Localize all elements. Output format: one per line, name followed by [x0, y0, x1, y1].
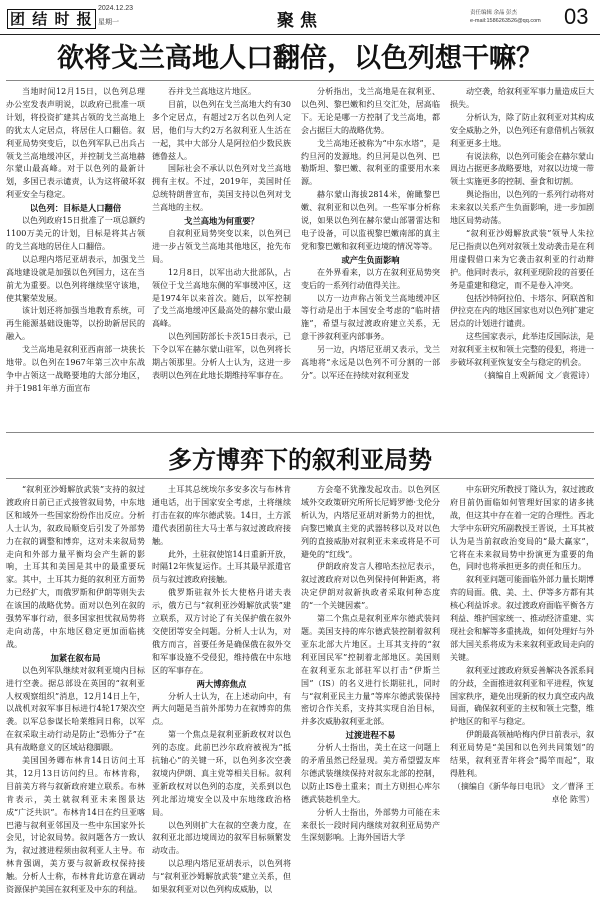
paragraph: 自叙利亚局势突变以来，以色列已进一步占领戈兰高地其他地区，抢先布局。 [152, 228, 291, 264]
article1-col4 [450, 86, 594, 426]
paragraph: 动空袭，给叙利亚军事力量造成巨大损失。 [450, 87, 594, 109]
subheading: 戈兰高地为何重要？ [184, 216, 259, 227]
paragraph: 分析指出，戈兰高地是在叙利亚、以色列、黎巴嫩和约旦交汇处，居高临下。无论是哪一方控制了戈兰高地，都会占据巨大的战略优势。 [301, 87, 440, 135]
paragraph: 以总理内塔尼亚胡表示，加强戈兰高地建设就是加强以色列国力，这在当前尤为重要。以色列将继续坚守该地，使其繁荣发展。 [6, 254, 145, 303]
article1-headline: 欲将戈兰高地人口翻倍，以色列想干嘛？ [57, 43, 543, 74]
paragraph: 分析人士指出，外部势力可能在未来很长一段时间内继续对叙利亚局势产生深刻影响。上海外国语大学 [301, 807, 440, 843]
paragraph: 俄罗斯驻叙外长大使格丹诺夫表示，俄方已与“叙利亚沙姆解放武装”建立联系，双方讨论了有关保护俄在叙外交使团等安全问题。分析人士认为，对俄方而言，首要任务是确保俄在叙外交和军事设施不受侵犯，维持俄在中东地区的军事存在。 [152, 588, 291, 675]
paragraph: 分析认为，除了防止叙利亚对其构成安全威胁之外，以色列还有意借机占领叙利亚更多土地。 [450, 112, 594, 148]
divider [6, 80, 594, 81]
paragraph: 第一个焦点是叙利亚新政权对以色列的态度。此前巴沙尔政府被视为“抵抗轴心”的关键一环，以色列多次空袭叙境内伊朗、真主党等相关目标。叙利亚新政权对以色列的态度，关系到以色列北部边境安全以及中东地缘政治格局。 [152, 730, 291, 817]
paragraph: 以色列国防部长卡茨15日表示，已下令以军在赫尔蒙山驻军，以色列将长期占领那里。分析人士认为，这进一步表明以色列在此地长期维持军事存在。 [152, 332, 291, 380]
masthead [0, 0, 600, 35]
article1-col2 [152, 86, 291, 426]
contact-email: e-mail:1586263526@qq.com [470, 18, 541, 24]
paragraph: 国际社会不承认以色列对戈兰高地拥有主权。不过，2019年，美国时任总统特朗普宣布，美国支持以色列对戈兰高地的主权。 [152, 164, 291, 213]
source-credit: （摘编自《新华每日电讯》 文／曹泽 王卓伦 陈雪） [452, 781, 594, 804]
article2-headline: 多方博弈下的叙利亚局势 [168, 446, 432, 474]
article2-col3 [301, 484, 440, 843]
paragraph: 伊朗政府发言人穆哈杰拉尼表示，叙过渡政府对以色列保持何种距离，将决定伊朗对叙新执政者采取何种态度的“一个关键因素”。 [301, 562, 440, 611]
article1-col3 [301, 86, 440, 426]
paragraph: 戈兰高地是叙利亚西南部一块狭长地带。以色列在1967年第三次中东战争中占领这一战略要地的大部分地区，并于1981年单方面宣布 [6, 345, 145, 393]
paragraph: “叙利亚沙姆解放武装”领导人朱拉尼已指责以色列对叙领土发动袭击是在利用虚假借口来为它袭击叙利亚的行动辩护。他同时表示，叙利亚现阶段的首要任务是重建和稳定，而不是卷入冲突。 [450, 228, 594, 290]
paragraph: 戈兰高地还被称为“中东水塔”，是约旦河的发源地。约旦河是以色列、巴勒斯坦、黎巴嫩、叙利亚的重要用水来源。 [301, 138, 440, 187]
paragraph: 伊朗最高领袖哈梅内伊日前表示，叙利亚局势是“美国和以色列共同策划”的结果，叙利亚青年将会“揭竿而起”，取得胜利。 [450, 730, 594, 778]
paragraph: 以色列则扩大在叙的空袭力度，在叙利亚北部边境周边的叙军目标频繁发动攻击。 [152, 820, 291, 856]
paragraph: 此外，土驻叙使馆14日重新开放，时隔12年恢复运作。土耳其最早派遣官员与叙过渡政府接触。 [152, 549, 291, 585]
paragraph: 有说法称，以色列可能会在赫尔蒙山周边占据更多战略要地，对叙以边境一带领土实施更多的控制、蚕食和切割。 [450, 151, 594, 187]
paragraph: 第二个焦点是叙利亚库尔德武装问题。美国支持的库尔德武装控制着叙利亚东北部大片地区。土耳其支持的“叙利亚国民军”控制着北部地区。美国则在叙利亚东北部驻军以打击“伊斯兰国”（IS）的名义进行长期驻扎，同时与“叙利亚民主力量”等库尔德武装保持密切合作关系，支持其实现自治目标，并多次威胁叙利亚北部。 [301, 614, 440, 727]
paragraph: 以色列政府15日批准了一项总额约1100万美元的计划，目标是将其占领的戈兰高地的居住人口翻倍。 [6, 216, 145, 251]
paragraph: 以方一边声称占领戈兰高地缓冲区等行动是出于本国安全考虑的“临时措施”，希望与叙过渡政府建立关系，无意干涉叙利亚内部事务。 [301, 293, 440, 342]
paragraph: 该计划还将加强当地教育系统，可再生能源基础设施等，以扮助新居民的融入。 [6, 306, 145, 342]
editors: 责任编辑 余晶 彭杰 [470, 10, 518, 16]
paragraph: 分析人士指出，美土在这一问题上的矛盾虽然已经显现。美方希望盟友库尔德武装继续保持对叙东北部的控制，以防止IS卷土重来；而土方则担心库尔德武装趁机坐大。 [301, 743, 440, 804]
paragraph: 叙利亚过渡政府须妥善解决各派系间的分歧，全面推进叙利亚和平进程，恢复国家秩序，避免出现新的权力真空或内战局面，确保叙利亚的主权和领土完整，维护地区的和平与稳定。 [450, 665, 594, 727]
paragraph: 土耳其总统埃尔多安多次与布林肯通电话，出于国家安全考虑，土将继续打击在叙的库尔德武装。14日，土方派遣代表团前往大马士革与叙过渡政府接触。 [152, 485, 291, 546]
divider [6, 432, 594, 433]
paragraph: 12月8日，以军出动大批部队，占领位于戈兰高地东侧的军事缓冲区，这是1974年以来首次。随后，以军控制了戈兰高地缓冲区最高处的赫尔蒙山最高峰。 [152, 267, 291, 329]
article2-col4 [450, 484, 594, 830]
source-credit: （摘编自上观新闻 文／袁霓诗） [479, 370, 594, 380]
paragraph: 赫尔蒙山海拔2814米，俯瞰黎巴嫩、叙利亚和以色列。一些军事分析称说，如果以色列在赫尔蒙山部署雷达和电子设备，可以监视黎巴嫩南部的真主党和黎巴嫩和叙利亚边境的情况等等。 [301, 190, 440, 251]
paragraph: 分析人士认为，在上述动向中，有两大问题是当前外部势力在叙博弈的焦点。 [152, 691, 291, 727]
issue-date: 2024.12.23 [98, 5, 134, 12]
paragraph: 以总理内塔尼亚胡表示，以色列将与“叙利亚沙姆解放武装”建立关系，但如果叙利亚对以色列构成威胁，以 [152, 859, 291, 895]
paragraph: 另一边，内塔尼亚胡又表示，戈兰高地将“永远是以色列不可分割的一部分”。以军还在持续对叙利亚发 [301, 345, 440, 380]
article2-col1 [6, 484, 145, 895]
paragraph: “叙利亚沙姆解放武装”支持的叙过渡政府日前已正式接管叙局势，中东地区和域外一些国家纷纷作出反应。分析人士认为，叙政局顺变后引发了外部势力在叙的调整和博弈，这对未来叙局势走向和外部力量平衡均会产生新的影响，土耳其和美国是其中的最重要玩家。其中，土耳其力挺的叙利亚方面势力已经扩大，而俄罗斯和伊朗等则失去在该国的战略优势。面对以色列在叙的强势军事行动，很多国家担忧叙局势将走向动荡，中东地区稳定更加面临挑战。 [6, 485, 145, 649]
article2-col2 [152, 484, 291, 895]
paragraph: 当地时间12月15日，以色列总理办公室发表声明说，以政府已批准一项计划，将投资扩建其占领的戈兰高地上的犹太人定居点，将居住人口翻倍。叙利亚局势突变后，以色列军队已出兵占领戈兰高地缓冲区，并控制戈兰高地赫尔蒙山最高峰。对于以色列的最新计划，多国已表示谴责，认为这将破坏叙利亚安全与稳定。 [6, 87, 145, 200]
paragraph: 包括沙特阿拉伯、卡塔尔、阿联酋和伊拉克在内的地区国家也对以色列扩建定居点的计划进行谴责。 [450, 293, 594, 329]
subheading: 两大博弈焦点 [196, 678, 247, 689]
newspaper-logo: 团 结 时 报 [7, 8, 96, 29]
divider [6, 478, 594, 479]
paragraph: 这些国家表示，此举违反国际法，是对叙利亚主权和领土完整的侵犯，将进一步破坏叙利亚恢复安全与稳定的机会。 [450, 332, 594, 368]
paragraph: 叙利亚问题可能面临外部力量长期博弈的局面。俄、美、土、伊等多方都有其核心利益诉求。叙过渡政府面临平衡各方利益、维护国家统一、推动经济重建、实现社会和解等多重挑战，如何处理好与外部大国关系将成为未来叙利亚政局走向的关键。 [450, 575, 594, 662]
subheading: 过渡进程不易 [345, 730, 396, 741]
paragraph: 方会毫不犹豫发起攻击。以色列区域外交政策研究所所长尼姆罗德·戈伦分析认为，内塔尼亚胡对新势力的担忧，向黎巴嫩真主党的武器转移以及对以色列的直接威胁对叙利亚未来或将是不可避免的“红线”。 [301, 485, 440, 559]
subheading: 以色列：目标是人口翻倍 [29, 203, 122, 214]
paragraph: 在外界看来，以方在叙利亚局势突变后的一系列行动值得关注。 [301, 267, 440, 290]
page-number: 03 [564, 4, 589, 29]
paragraph: 中东研究所教授丁隆认为，叙过渡政府目前仍面临如何管理好国家的诸多挑战，但这其中存在着一定的合理性。西北大学中东研究所副教授王晋说，土耳其被认为是当前叙政治变局的“最大赢家”，它将在未来叙局势中扮演更为重要的角色，同时也将承担更多的责任和压力。 [450, 485, 594, 572]
paragraph: 吞并戈兰高地这片地区。 [168, 87, 256, 96]
paragraph: 以色列军队继续对叙利亚境内目标进行空袭。据总部设在英国的“叙利亚人权观察组织”消息，12月14日上午，以战机对叙军事目标进行4轮17架次空袭。以军总参谋长哈莱维同日称，以军在叙采取主动行动是防止“恐怖分子”在具有战略意义的区域站稳脚跟。 [6, 665, 145, 753]
article1-col1 [6, 86, 145, 426]
paragraph: 舆论指出，以色列的一系列行动将对未来叙以关系产生负面影响，进一步加剧地区局势动荡。 [450, 190, 594, 226]
paragraph: 美国国务卿布林肯14日访问土耳其，12月13日访问约旦。布林肯称，目前美方将与叙新政府建立联系。布林肯表示，美土就叙利亚未来图景达成“广泛共识”。布林肯14日在约旦亚喀巴港与叙利亚邻国及一些中东国家外长会见，讨论叙局势。叙问题各方一致认为，叙过渡进程须由叙利亚人主导。布林肯强调，美方要与叙新政权保持接触。分析人士称，布林肯此访意在调动资源保护美国在叙利亚及中东的利益。 [6, 756, 145, 895]
issue-weekday: 星期一 [98, 19, 119, 26]
paragraph: 目前，以色列在戈兰高地大约有30多个定居点，有超过2万名以色列人定居，他们与大约2万名叙利亚人生活在一起，其中大部分人是阿拉伯少数民族德鲁兹人。 [152, 99, 291, 161]
subheading: 加紧在叙布局 [50, 652, 101, 663]
subheading: 或产生负面影响 [341, 254, 400, 265]
section-title: 聚焦 [277, 11, 323, 31]
